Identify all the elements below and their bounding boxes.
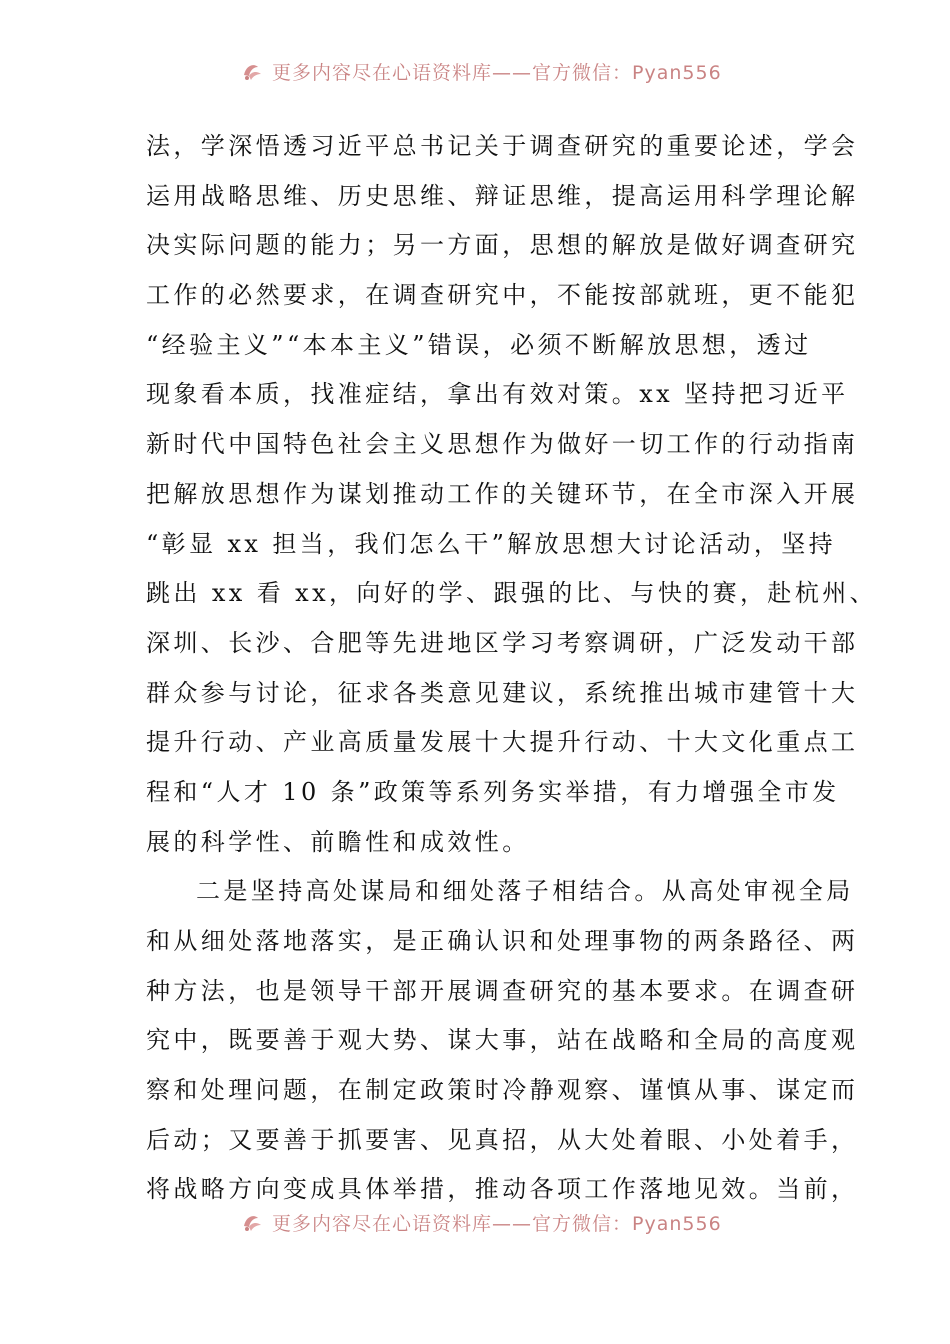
paragraph — [146, 122, 878, 867]
header-watermark — [240, 56, 722, 86]
watermark-text: 更多内容尽在心语资料库——官方微信：Pyan556 — [272, 61, 722, 84]
text-line: 究中，既要善于观大势、谋大事，站在战略和全局的高度观 — [146, 1026, 859, 1055]
text-line: 程和“人才 10 条”政策等系列务实举措，有力增强全市发 — [146, 777, 840, 806]
text-line: 新时代中国特色社会主义思想作为做好一切工作的行动指南 — [146, 430, 859, 459]
text-line: 工作的必然要求，在调查研究中，不能按部就班，更不能犯 — [146, 281, 859, 310]
text-line: 群众参与讨论，征求各类意见建议，系统推出城市建管十大 — [146, 678, 859, 707]
text-line: 将战略方向变成具体举措，推动各项工作落地见效。当前， — [146, 1175, 859, 1204]
text-line: 察和处理问题，在制定政策时冷静观察、谨慎从事、谋定而 — [146, 1076, 859, 1105]
text-line: 二是坚持高处谋局和细处落子相结合。从高处审视全局 — [196, 877, 854, 906]
document-body — [146, 122, 878, 1215]
paragraph — [146, 867, 859, 1215]
text-line: 跳出 xx 看 xx，向好的学、跟强的比、与快的赛，赴杭州、 — [146, 579, 878, 608]
watermark-text: 更多内容尽在心语资料库——官方微信：Pyan556 — [272, 1212, 722, 1235]
text-line: 决实际问题的能力；另一方面，思想的解放是做好调查研究 — [146, 231, 859, 260]
ribbon-logo-icon — [240, 59, 264, 83]
text-line: 展的科学性、前瞻性和成效性。 — [146, 827, 530, 856]
text-line: 提升行动、产业高质量发展十大提升行动、十大文化重点工 — [146, 728, 859, 757]
text-line: 运用战略思维、历史思维、辩证思维，提高运用科学理论解 — [146, 181, 859, 210]
ribbon-logo-icon — [240, 1210, 264, 1234]
text-line: 把解放思想作为谋划推动工作的关键环节，在全市深入开展 — [146, 479, 859, 508]
text-line: 种方法，也是领导干部开展调查研究的基本要求。在调查研 — [146, 976, 859, 1005]
text-line: “彰显 xx 担当，我们怎么干”解放思想大讨论活动，坚持 — [146, 529, 837, 558]
text-line: 和从细处落地落实，是正确认识和处理事物的两条路径、两 — [146, 927, 859, 955]
text-line: 深圳、长沙、合肥等先进地区学习考察调研，广泛发动干部 — [146, 628, 859, 657]
footer-watermark — [240, 1207, 722, 1237]
text-line: “经验主义”“本本主义”错误，必须不断解放思想，透过 — [146, 330, 812, 359]
text-line: 现象看本质，找准症结，拿出有效对策。xx 坚持把习近平 — [146, 380, 849, 409]
text-line: 后动；又要善于抓要害、见真招，从大处着眼、小处着手， — [146, 1125, 859, 1154]
text-line: 法，学深悟透习近平总书记关于调查研究的重要论述，学会 — [146, 132, 859, 160]
